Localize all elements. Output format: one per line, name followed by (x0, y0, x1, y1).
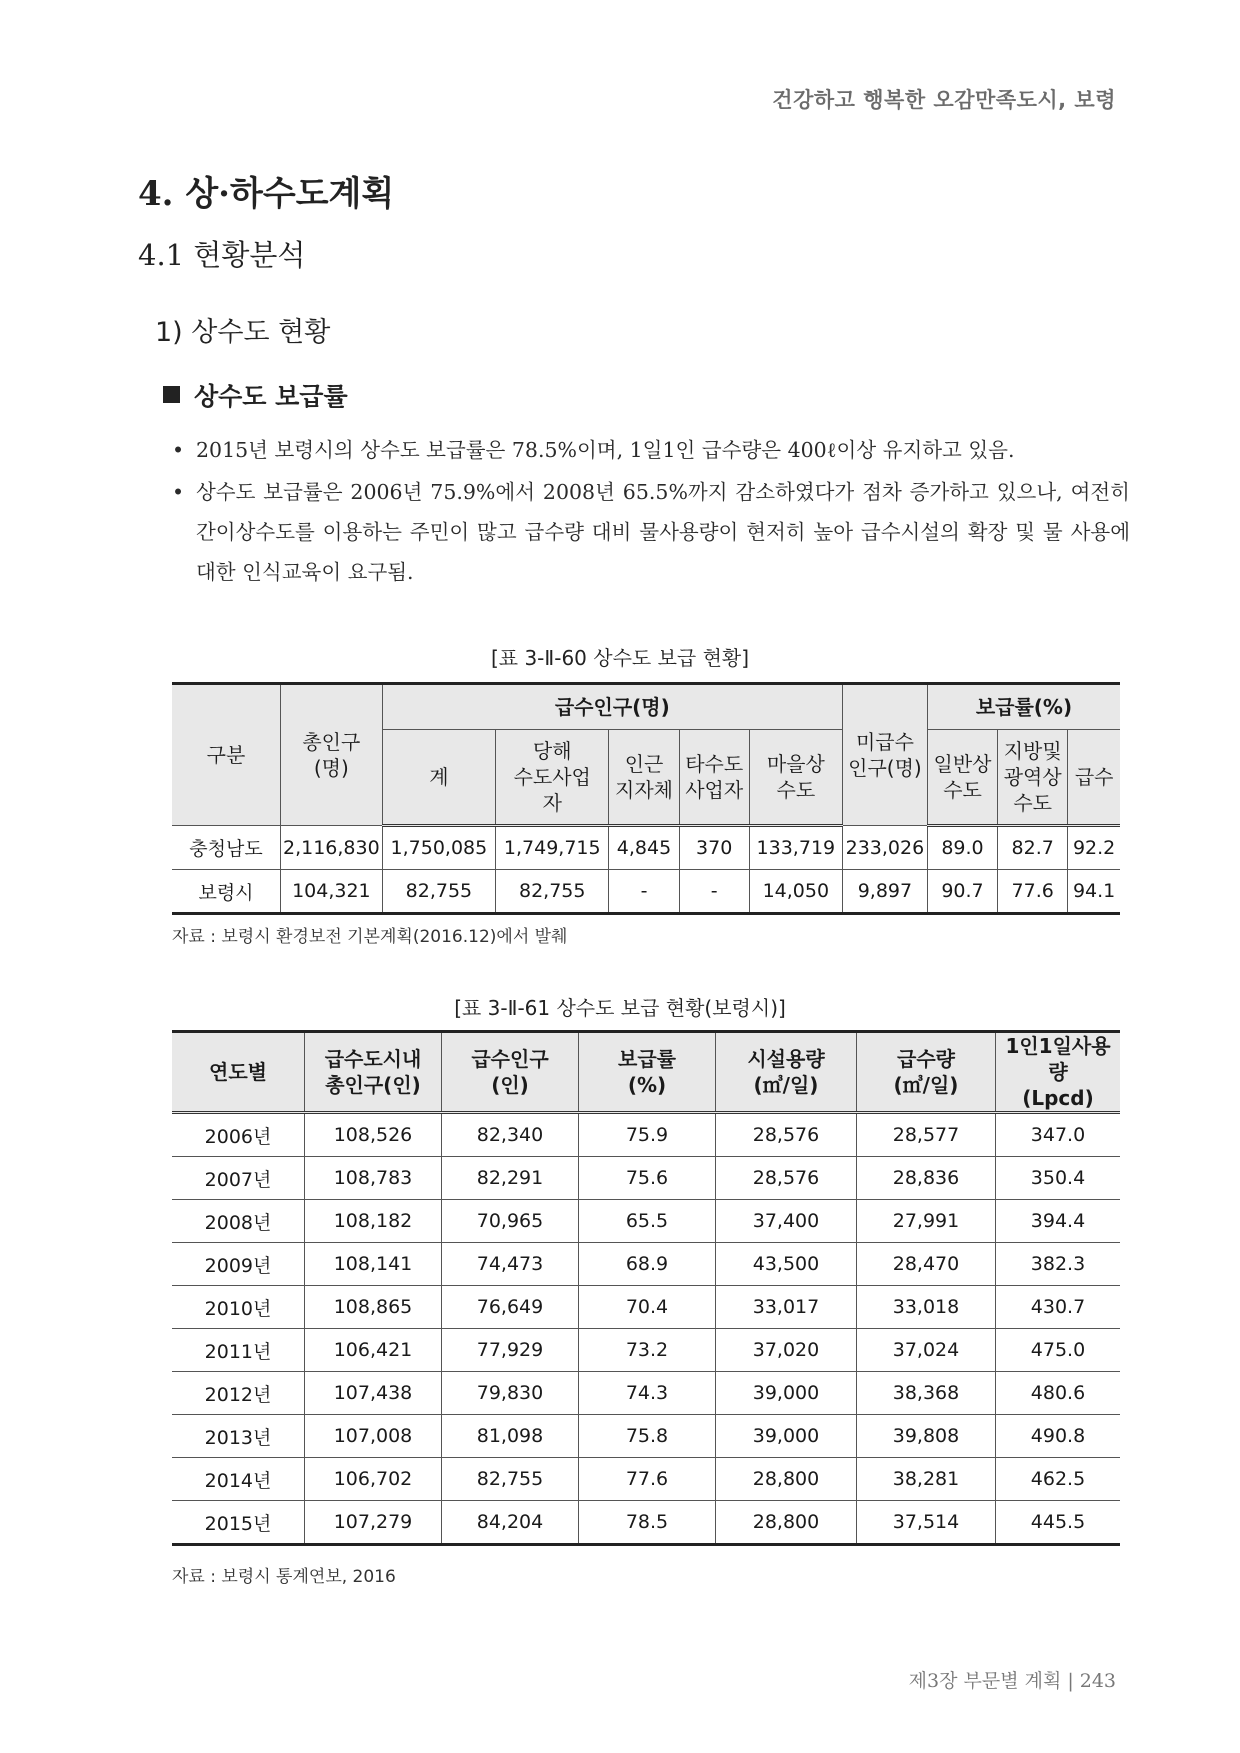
table-cell: 480.6 (996, 1372, 1121, 1415)
table-cell: 394.4 (996, 1200, 1121, 1243)
table-cell: 28,836 (857, 1157, 996, 1200)
table-cell: 28,576 (716, 1157, 857, 1200)
table2-body (172, 1113, 1120, 1545)
table-cell: 9,897 (842, 870, 927, 914)
subsection-title: 4.1 현황분석 (138, 238, 306, 272)
table-cell: 33,017 (716, 1286, 857, 1329)
table-cell: 233,026 (842, 826, 927, 870)
table-cell: 28,800 (716, 1458, 857, 1501)
table-cell: 108,182 (305, 1200, 442, 1243)
header-cell: 급수 (1068, 730, 1120, 826)
header-cell: 일반상 수도 (927, 730, 997, 826)
table-cell: 1,749,715 (496, 826, 609, 870)
chapter-label: 제3장 부문별 계획 (908, 1670, 1062, 1692)
table-row (172, 1329, 1120, 1372)
table-cell: 81,098 (442, 1415, 579, 1458)
page-number: 243 (1079, 1670, 1116, 1692)
table1-caption: [표 3-Ⅱ-60 상수도 보급 현황] (490, 646, 750, 670)
table-cell: 430.7 (996, 1286, 1121, 1329)
table-cell: 74,473 (442, 1243, 579, 1286)
table-cell: 28,470 (857, 1243, 996, 1286)
table-cell: 77,929 (442, 1329, 579, 1372)
table-cell: 2009년 (172, 1243, 305, 1286)
table-cell: 70,965 (442, 1200, 579, 1243)
table-cell: 347.0 (996, 1113, 1121, 1157)
table-cell: 28,800 (716, 1501, 857, 1545)
header-cell: 타수도 사업자 (679, 730, 749, 826)
table-cell: 490.8 (996, 1415, 1121, 1458)
table-cell: 28,576 (716, 1113, 857, 1157)
bullet-item (170, 472, 1130, 592)
table-row (172, 1372, 1120, 1415)
header-cell: 보급률(%) (927, 684, 1120, 730)
table-cell: 2013년 (172, 1415, 305, 1458)
table-row (172, 870, 1120, 914)
table-cell: - (679, 870, 749, 914)
table-cell: 77.6 (579, 1458, 716, 1501)
table1-source: 자료 : 보령시 환경보전 기본계획(2016.12)에서 발췌 (172, 927, 568, 947)
table-row (172, 826, 1120, 870)
table-cell: 39,000 (716, 1415, 857, 1458)
table-cell: 108,865 (305, 1286, 442, 1329)
table-cell: 2011년 (172, 1329, 305, 1372)
table-cell: 84,204 (442, 1501, 579, 1545)
table-cell: 2015년 (172, 1501, 305, 1545)
bullet-dot-icon: • (172, 480, 185, 504)
table-row (172, 1157, 1120, 1200)
bullet-dot-icon: • (172, 438, 185, 462)
header-cell: 인근 지자체 (609, 730, 679, 826)
table-cell: 82,755 (442, 1458, 579, 1501)
table-cell: 2,116,830 (281, 826, 383, 870)
table-cell: - (609, 870, 679, 914)
header-cell: 급수도시내 총인구(인) (305, 1032, 442, 1113)
table-cell: 37,020 (716, 1329, 857, 1372)
page-footer (909, 1666, 1116, 1693)
table-cell: 2007년 (172, 1157, 305, 1200)
table-row (172, 1243, 1120, 1286)
header-cell: 구분 (172, 684, 281, 826)
table-cell: 2014년 (172, 1458, 305, 1501)
bullet-item (170, 430, 1130, 470)
table-cell: 445.5 (996, 1501, 1121, 1545)
table-cell: 2010년 (172, 1286, 305, 1329)
square-bullet-icon (163, 386, 180, 403)
running-header: 건강하고 행복한 오감만족도시, 보령 (772, 88, 1116, 112)
table-cell: 38,281 (857, 1458, 996, 1501)
header-cell: 미급수 인구(명) (842, 684, 927, 826)
table-cell: 68.9 (579, 1243, 716, 1286)
table-row (172, 1286, 1120, 1329)
table-cell: 37,400 (716, 1200, 857, 1243)
table-cell: 107,279 (305, 1501, 442, 1545)
topic-heading-text: 상수도 보급률 (194, 382, 348, 411)
table-cell: 77.6 (998, 870, 1068, 914)
header-cell: 보급률 (%) (579, 1032, 716, 1113)
table-cell: 14,050 (749, 870, 842, 914)
table-cell: 보령시 (172, 870, 281, 914)
table-cell: 70.4 (579, 1286, 716, 1329)
table-cell: 82.7 (998, 826, 1068, 870)
table-cell: 79,830 (442, 1372, 579, 1415)
table-cell: 33,018 (857, 1286, 996, 1329)
table-cell: 75.8 (579, 1415, 716, 1458)
section-title: 4. 상·하수도계획 (138, 174, 395, 214)
header-cell: 연도별 (172, 1032, 305, 1113)
table-cell: 370 (679, 826, 749, 870)
table-cell: 2012년 (172, 1372, 305, 1415)
header-cell: 시설용량 (㎥/일) (716, 1032, 857, 1113)
table-cell: 39,808 (857, 1415, 996, 1458)
table-row (172, 1458, 1120, 1501)
table-cell: 89.0 (927, 826, 997, 870)
table-row (172, 1200, 1120, 1243)
header-cell: 1인1일사용량 (Lpcd) (996, 1032, 1121, 1113)
table2-boryeong-water-supply (172, 1030, 1120, 1546)
table-cell: 106,421 (305, 1329, 442, 1372)
table-cell: 27,991 (857, 1200, 996, 1243)
table-cell: 108,783 (305, 1157, 442, 1200)
table-cell: 133,719 (749, 826, 842, 870)
header-cell: 당해 수도사업 자 (496, 730, 609, 826)
table1-water-supply-status (172, 682, 1120, 915)
table-cell: 82,291 (442, 1157, 579, 1200)
table-cell: 462.5 (996, 1458, 1121, 1501)
bullet-text: 상수도 보급률은 2006년 75.9%에서 2008년 65.5%까지 감소하였다가 점차 증가하고 있으나, 여전히 간이상수도를 이용하는 주민이 많고 급수량 대비 물사용량이 현저히 높아 급수시설의 확장 및 물 사용에 대한 인식교육이 요구됨. (196, 480, 1130, 584)
table-cell: 82,340 (442, 1113, 579, 1157)
table-cell: 73.2 (579, 1329, 716, 1372)
table-cell: 106,702 (305, 1458, 442, 1501)
table-cell: 108,141 (305, 1243, 442, 1286)
header-cell: 급수인구(명) (382, 684, 842, 730)
header-cell: 급수인구 (인) (442, 1032, 579, 1113)
header-cell: 마을상 수도 (749, 730, 842, 826)
table-cell: 82,755 (496, 870, 609, 914)
table-cell: 75.9 (579, 1113, 716, 1157)
topic-heading (163, 377, 348, 413)
table-cell: 43,500 (716, 1243, 857, 1286)
table-cell: 39,000 (716, 1372, 857, 1415)
table-cell: 107,438 (305, 1372, 442, 1415)
table-row (172, 1113, 1120, 1157)
table-cell: 90.7 (927, 870, 997, 914)
table-cell: 37,024 (857, 1329, 996, 1372)
table-cell: 28,577 (857, 1113, 996, 1157)
table-cell: 74.3 (579, 1372, 716, 1415)
header-cell: 지방및 광역상 수도 (998, 730, 1068, 826)
table-cell: 2008년 (172, 1200, 305, 1243)
table-cell: 82,755 (382, 870, 495, 914)
table-cell: 92.2 (1068, 826, 1120, 870)
table-cell: 350.4 (996, 1157, 1121, 1200)
table2-source: 자료 : 보령시 통계연보, 2016 (172, 1567, 396, 1587)
table-cell: 382.3 (996, 1243, 1121, 1286)
table-cell: 1,750,085 (382, 826, 495, 870)
table-cell: 76,649 (442, 1286, 579, 1329)
table-cell: 2006년 (172, 1113, 305, 1157)
table-cell: 78.5 (579, 1501, 716, 1545)
table-cell: 108,526 (305, 1113, 442, 1157)
table-cell: 104,321 (281, 870, 383, 914)
table-row (172, 1501, 1120, 1545)
table-cell: 37,514 (857, 1501, 996, 1545)
table-cell: 94.1 (1068, 870, 1120, 914)
table-row (172, 1415, 1120, 1458)
header-cell: 급수량 (㎥/일) (857, 1032, 996, 1113)
bullet-text: 2015년 보령시의 상수도 보급률은 78.5%이며, 1일1인 급수량은 400ℓ이상 유지하고 있음. (196, 438, 1015, 462)
table-cell: 충청남도 (172, 826, 281, 870)
sub-subsection-title: 1) 상수도 현황 (155, 317, 331, 348)
table-cell: 4,845 (609, 826, 679, 870)
header-cell: 총인구 (명) (281, 684, 383, 826)
header-cell: 계 (382, 730, 495, 826)
table-cell: 38,368 (857, 1372, 996, 1415)
table-cell: 475.0 (996, 1329, 1121, 1372)
table-cell: 75.6 (579, 1157, 716, 1200)
table-cell: 107,008 (305, 1415, 442, 1458)
footer-separator: | (1067, 1670, 1074, 1692)
bullet-list (170, 430, 1130, 594)
table-cell: 65.5 (579, 1200, 716, 1243)
table2-caption: [표 3-Ⅱ-61 상수도 보급 현황(보령시)] (454, 996, 786, 1020)
